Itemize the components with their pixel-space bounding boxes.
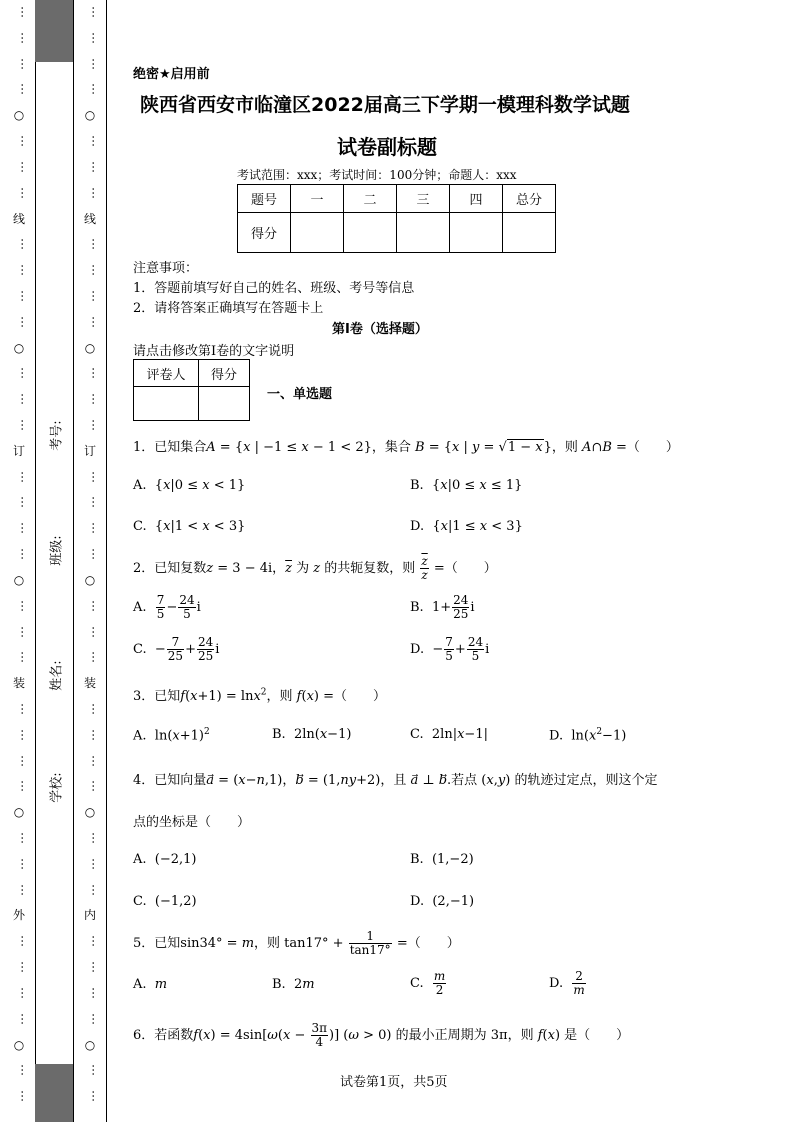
binding-line-outer-left [35,0,36,1122]
binding-circle: ○ [13,1038,25,1052]
option-label: A. [133,478,147,493]
binding-dots: … [12,755,26,767]
binding-dots: … [83,935,97,947]
binding-circle: ○ [84,1038,96,1052]
score-input-cell[interactable] [291,213,344,253]
binding-dots: … [12,884,26,896]
grader-input-cell[interactable] [199,387,250,421]
option-label: C. [133,894,147,909]
binding-dots: … [12,548,26,560]
binding-dots: … [12,238,26,250]
field-class: 班级: [49,535,65,566]
binding-dots: … [83,703,97,715]
binding-label: 订 [83,444,96,458]
binding-circle: ○ [13,805,25,819]
grader-header: 得分 [199,360,250,387]
q1-option-d[interactable]: D. {x|1 ≤ x < 3} [410,519,523,534]
binding-dots: … [83,290,97,302]
question-6: 6．若函数f(x) = 4sin[ω(x − $\frac{3\pi}{4}$ )] (ω > 0) 的最小正周期为 3π，则 f(x) 是（ ） [133,1021,630,1049]
binding-dots: … [83,858,97,870]
binding-dots: … [12,419,26,431]
q5-option-b[interactable]: B. 2m [272,977,315,992]
option-label: C. [410,976,424,991]
binding-dots: … [83,264,97,276]
binding-circle: ○ [84,805,96,819]
q4-option-a[interactable]: A. (−2,1) [133,852,197,867]
q5-option-c[interactable]: C. $\frac{m}{2}$ [410,969,446,997]
q2-option-c[interactable]: C. − $\frac{7}{25}$ + $\frac{24}{25}$ i [133,635,220,663]
page-title: 陕西省西安市临潼区2022届高三下学期一模理科数学试题 [140,94,630,116]
binding-dots: … [83,626,97,638]
question-prefix: 1．已知集合 [133,440,207,455]
option-label: D. [410,894,425,909]
binding-circle: ○ [13,573,25,587]
q2-option-a[interactable]: A. $\frac{7}{5}$ − $\frac{24}{5}$ i [133,593,201,621]
binding-dots: … [12,522,26,534]
binding-dots: … [12,858,26,870]
binding-dots: … [83,496,97,508]
question-prefix: 4．已知向量 [133,773,207,788]
option-label: A. [133,600,147,615]
binding-dots: … [12,32,26,44]
binding-gray-bottom [35,1064,73,1122]
binding-dots: … [83,187,97,199]
notes-heading: 注意事项： [133,261,199,276]
binding-gray-top [35,0,73,62]
binding-label: 线 [12,212,25,226]
page-subtitle: 试卷副标题 [337,135,437,159]
binding-line-outer-right [73,0,74,1122]
secret-label: 绝密★启用前 [133,67,210,82]
option-label: B. [272,727,286,742]
option-label: A. [133,852,147,867]
option-label: C. [133,519,147,534]
binding-dots: … [12,703,26,715]
q4-option-b[interactable]: B. (1,−2) [410,852,474,867]
option-label: A. [133,728,147,744]
note-item: 2．请将答案正确填写在答题卡上 [133,301,324,316]
page-footer: 试卷第1页，共5页 [340,1075,448,1090]
part-description: 请点击修改第I卷的文字说明 [133,344,295,359]
field-exam-number: 考号: [49,420,65,451]
binding-label: 内 [83,908,96,922]
option-label: B. [410,600,424,615]
q5-option-d[interactable]: D. $\frac{2}{m}$ [549,969,585,997]
binding-dots: … [12,729,26,741]
score-header-cell: 总分 [503,185,556,213]
part-heading: 第I卷（选择题） [332,322,428,337]
q4-option-d[interactable]: D. (2,−1) [410,894,475,909]
question-2: 2．已知复数z = 3 − 4i，$\overline{z}$ 为 z 的共轭复数，则 $\frac{\overline{z}}{z}$ =（ ） [133,554,497,582]
q4-option-c[interactable]: C. (−1,2) [133,894,197,909]
binding-dots: … [83,780,97,792]
binding-dots: … [12,471,26,483]
score-table [237,184,556,253]
binding-dots: … [83,548,97,560]
q1-option-a[interactable]: A. {x|0 ≤ x < 1} [133,478,246,493]
q3-option-d[interactable]: D. $\ln(x^2-1)$ [549,727,627,744]
binding-dots: … [83,83,97,95]
q3-option-a[interactable]: A. $\ln(x+1)^2$ [133,727,210,744]
score-input-cell[interactable] [344,213,397,253]
binding-dots: … [12,393,26,405]
binding-dots: … [12,935,26,947]
option-label: D. [410,642,425,657]
binding-label: 线 [83,212,96,226]
score-header-cell: 三 [397,185,450,213]
binding-dots: … [12,264,26,276]
question-4-line2: 点的坐标是（ ） [133,815,251,830]
binding-dots: … [83,755,97,767]
binding-dots: … [12,496,26,508]
option-label: B. [410,852,424,867]
field-name: 姓名: [49,660,65,691]
exam-info: 考试范围：xxx；考试时间：100分钟；命题人：xxx [237,168,517,182]
option-label: D. [549,728,564,744]
binding-dots: … [83,367,97,379]
binding-dots: … [12,316,26,328]
binding-dots: … [12,1064,26,1076]
binding-dots: … [12,780,26,792]
binding-dots: … [12,58,26,70]
binding-circle: ○ [13,341,25,355]
option-label: D. [549,976,564,991]
question-1: 1．已知集合A = {x | −1 ≤ x − 1 < 2}，集合 B = {x | y = √1 − x}，则 A∩B =（ ） [133,440,679,455]
binding-dots: … [12,987,26,999]
binding-dots: … [83,961,97,973]
option-label: B. [272,977,286,992]
option-label: C. [410,727,424,742]
option-label: D. [410,519,425,534]
q3-option-c[interactable]: C. 2ln|x−1| [410,727,488,742]
grader-header: 评卷人 [134,360,199,387]
binding-dots: … [83,729,97,741]
binding-dots: … [12,1090,26,1102]
section-heading: 一、单选题 [267,387,333,402]
grader-input-cell[interactable] [134,387,199,421]
binding-dots: … [83,161,97,173]
binding-label: 装 [83,676,96,690]
binding-dots: … [12,6,26,18]
score-row-label: 得分 [238,213,291,253]
binding-dots: … [12,83,26,95]
binding-dots: … [12,161,26,173]
binding-dots: … [12,367,26,379]
score-input-cell[interactable] [397,213,450,253]
note-item: 1．答题前填写好自己的姓名、班级、考号等信息 [133,281,415,296]
q3-option-b[interactable]: B. 2ln(x−1) [272,727,352,742]
binding-label: 装 [12,676,25,690]
question-prefix: 6．若函数 [133,1028,194,1043]
question-3: 3．已知f(x+1) = lnx$^2$，则 f(x) =（ ） [133,687,387,704]
question-prefix: 2．已知复数 [133,561,207,576]
binding-dots: … [83,32,97,44]
score-header-cell: 二 [344,185,397,213]
binding-dots: … [83,58,97,70]
binding-circle: ○ [84,573,96,587]
score-header-cell: 题号 [238,185,291,213]
binding-dots: … [83,316,97,328]
question-4: 4．已知向量a⃗ = (x−n,1)，b⃗ = (1,ny+2)，且 a⃗ ⊥ b⃗.若点 (x,y) 的轨迹过定点，则这个定 [133,773,658,788]
binding-dots: … [83,1013,97,1025]
binding-dots: … [83,1064,97,1076]
binding-dots: … [12,1013,26,1025]
binding-dots: … [83,651,97,663]
binding-dots: … [83,471,97,483]
field-school: 学校: [49,772,65,803]
binding-dots: … [83,1090,97,1102]
binding-label: 订 [12,444,25,458]
binding-label: 外 [12,908,25,922]
binding-circle: ○ [84,341,96,355]
binding-dots: … [12,187,26,199]
binding-dots: … [83,6,97,18]
binding-dots: … [83,600,97,612]
grader-table [133,359,250,421]
score-header-cell: 四 [450,185,503,213]
question-prefix: 5．已知 [133,936,181,951]
q1-option-c[interactable]: C. {x|1 < x < 3} [133,519,246,534]
binding-dots: … [83,135,97,147]
binding-dots: … [83,884,97,896]
binding-dots: … [12,600,26,612]
binding-dots: … [12,832,26,844]
binding-dots: … [83,832,97,844]
score-input-cell[interactable] [450,213,503,253]
binding-circle: ○ [84,108,96,122]
binding-dots: … [12,290,26,302]
binding-dots: … [12,651,26,663]
question-prefix: 3．已知 [133,689,181,704]
binding-dots: … [83,393,97,405]
option-label: A. [133,977,147,992]
question-5: 5．已知sin34° = m，则 tan17° + $\frac{1}{\tan 17^\circ}$ =（ ） [133,929,460,957]
binding-dots: … [83,419,97,431]
binding-dots: … [12,961,26,973]
q5-option-a[interactable]: A. m [133,977,168,992]
q1-option-b[interactable]: B. {x|0 ≤ x ≤ 1} [410,478,523,493]
option-label: B. [410,478,424,493]
binding-dots: … [83,238,97,250]
binding-dots: … [12,135,26,147]
q2-option-d[interactable]: D. − $\frac{7}{5}$ + $\frac{24}{5}$ i [410,635,490,663]
binding-line-inner [106,0,107,1122]
option-label: C. [133,642,147,657]
score-input-cell[interactable] [503,213,556,253]
binding-dots: … [83,522,97,534]
binding-dots: … [12,626,26,638]
score-header-cell: 一 [291,185,344,213]
q2-option-b[interactable]: B. 1+ $\frac{24}{25}$ i [410,593,475,621]
binding-circle: ○ [13,108,25,122]
binding-dots: … [83,987,97,999]
